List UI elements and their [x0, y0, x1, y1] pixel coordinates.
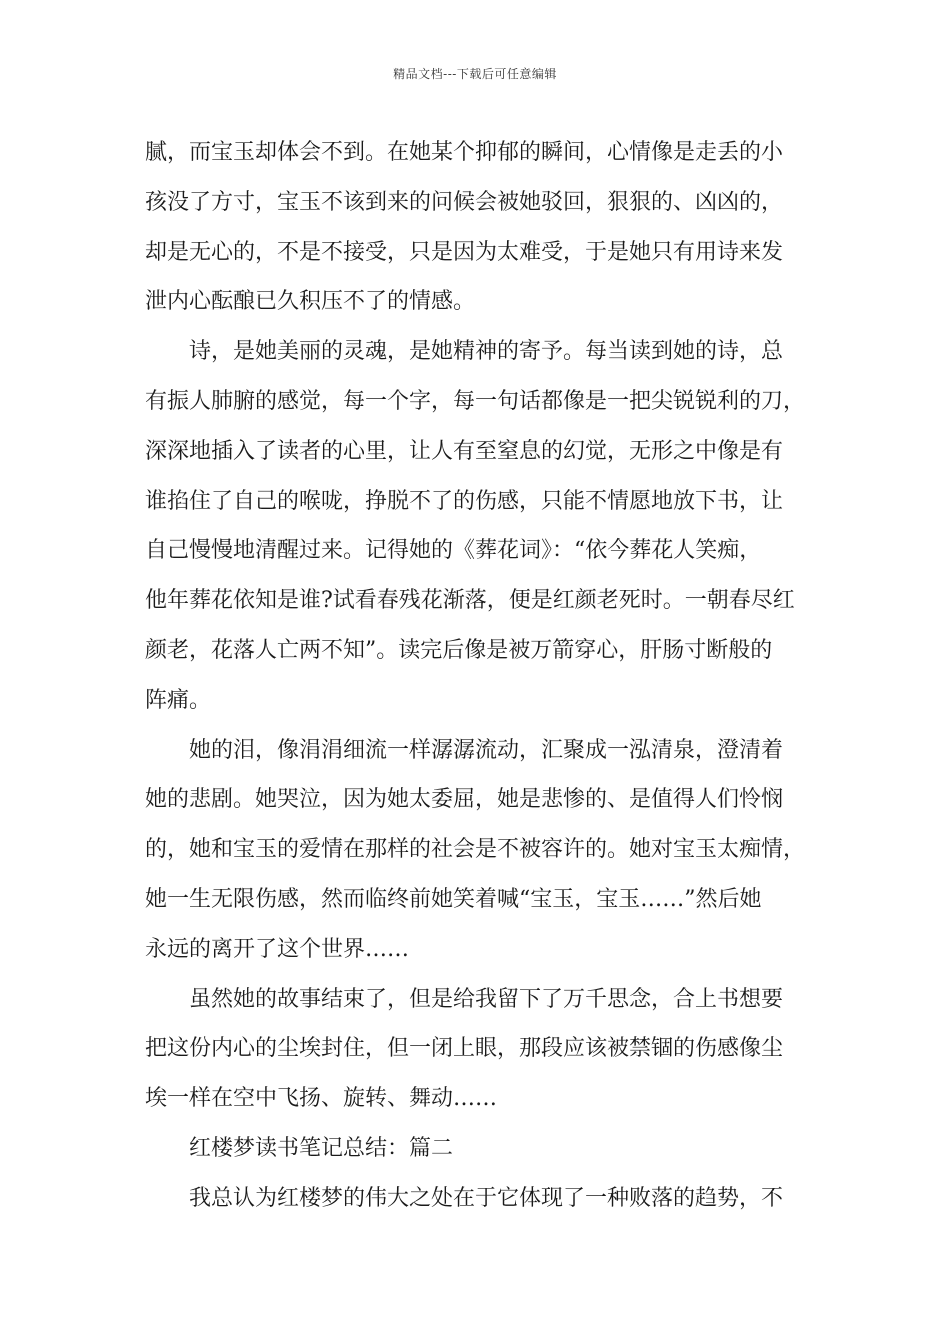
text-line: 有振人肺腑的感觉，每一个字，每一句话都像是一把尖锐锐利的刀， — [145, 388, 806, 414]
text-line: 谁掐住了自己的喉咙，挣脱不了的伤感，只能不情愿地放下书，让 — [145, 488, 784, 514]
text-line: 她的悲剧。她哭泣，因为她太委屈，她是悲惨的、是值得人们怜悯 — [145, 787, 784, 813]
text-line: 她的泪，像涓涓细流一样潺潺流动，汇聚成一泓清泉，澄清着 — [145, 737, 784, 763]
text-line: 的，她和宝玉的爱情在那样的社会是不被容许的。她对宝玉太痴情， — [145, 837, 806, 863]
section-heading: 红楼梦读书笔记总结：篇二 — [145, 1135, 454, 1161]
text-line: 我总认为红楼梦的伟大之处在于它体现了一种败落的趋势，不 — [145, 1185, 784, 1211]
text-line: 孩没了方寸，宝玉不该到来的问候会被她驳回，狠狠的、凶凶的， — [145, 189, 784, 215]
text-line: 颜老，花落人亡两不知”。读完后像是被万箭穿心，肝肠寸断般的 — [145, 637, 773, 663]
text-line: 自己慢慢地清醒过来。记得她的《葬花词》：“依今葬花人笑痴， — [145, 538, 762, 564]
text-line: 泄内心酝酿已久积压不了的情感。 — [145, 289, 476, 315]
text-line: 永远的离开了这个世界…… — [145, 936, 410, 962]
text-line: 却是无心的，不是不接受，只是因为太难受，于是她只有用诗来发 — [145, 239, 784, 265]
text-line: 虽然她的故事结束了，但是给我留下了万千思念，合上书想要 — [145, 986, 784, 1012]
text-line: 他年葬花依知是谁?试看春残花渐落，便是红颜老死时。一朝春尽红 — [145, 588, 795, 614]
text-line: 腻，而宝玉却体会不到。在她某个抑郁的瞬间，心情像是走丢的小 — [145, 140, 784, 165]
page-header: 精品文档---下载后可任意编辑 — [393, 67, 557, 81]
text-line: 诗，是她美丽的灵魂，是她精神的寄予。每当读到她的诗，总 — [145, 339, 784, 365]
text-line: 把这份内心的尘埃封住，但一闭上眼，那段应该被禁锢的伤感像尘 — [145, 1036, 784, 1062]
document-body — [145, 128, 825, 1224]
text-line: 阵痛。 — [145, 687, 212, 713]
text-line: 她一生无限伤感，然而临终前她笑着喊“宝玉，宝玉……”然后她 — [145, 886, 762, 912]
text-line: 埃一样在空中飞扬、旋转、舞动…… — [145, 1086, 498, 1112]
text-line: 深深地插入了读者的心里，让人有至窒息的幻觉，无形之中像是有 — [145, 438, 784, 464]
